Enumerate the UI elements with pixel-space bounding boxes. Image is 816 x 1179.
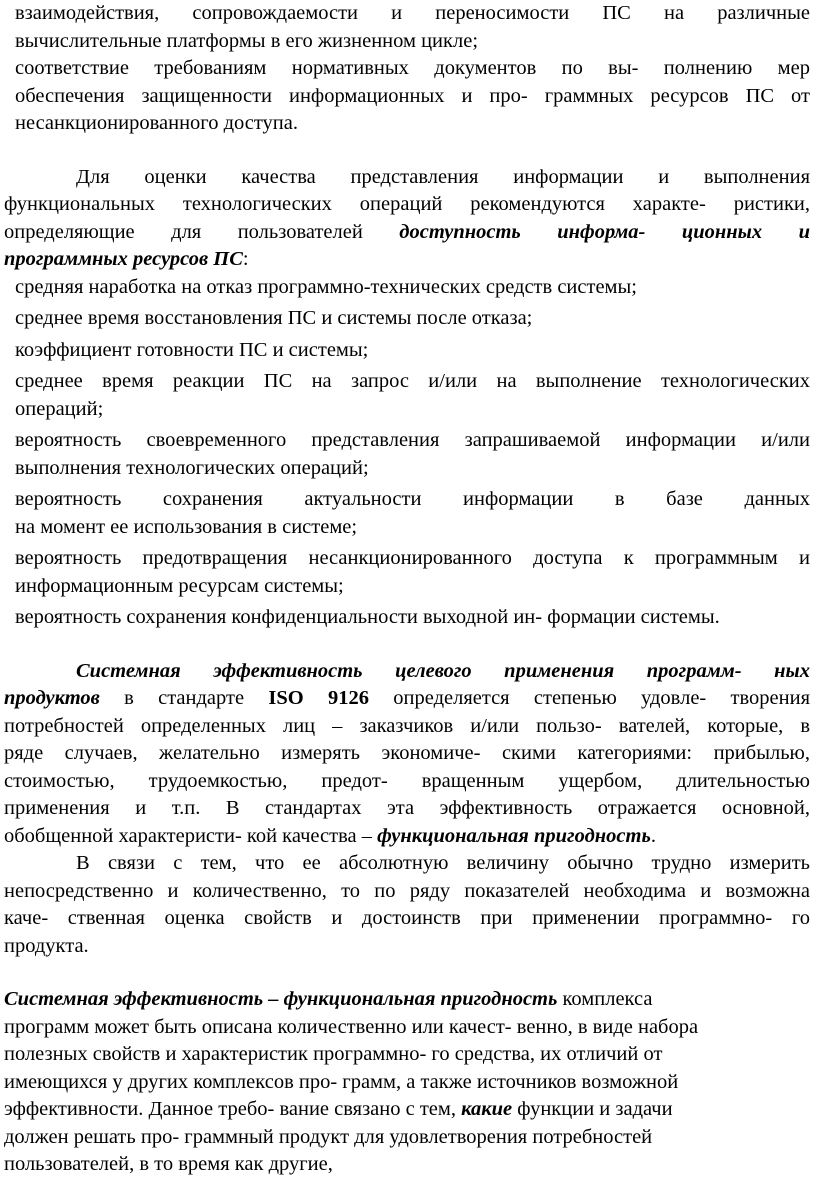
text-line: имеющихся у других комплексов про- грамм, а также источников возможной bbox=[4, 1070, 679, 1093]
text-line: среднее время восстановления ПС и системы после отказа; bbox=[15, 307, 533, 329]
text-line: продукта. bbox=[4, 934, 89, 957]
text-line bbox=[4, 219, 810, 247]
list-item bbox=[4, 368, 810, 423]
list-item bbox=[4, 486, 810, 541]
list-item bbox=[4, 0, 810, 55]
text-line: должен решать про- граммный продукт для удовлетворения потребностей bbox=[4, 1125, 653, 1148]
text-run: эффективности. Данное требо- вание связано с тем, bbox=[4, 1098, 462, 1120]
text-line: стоимостью, трудоемкостью, предот- вращенным ущербом, длительностью bbox=[4, 769, 810, 792]
text-line: вероятность сохранения конфиденциальности выходной ин- формации системы. bbox=[15, 606, 720, 628]
list-item bbox=[4, 337, 810, 365]
paragraph-gap bbox=[4, 138, 810, 164]
list-item bbox=[4, 55, 810, 138]
emphasis-text: продуктов bbox=[4, 687, 100, 709]
text-run: в стандарте bbox=[99, 687, 269, 709]
list-item bbox=[4, 305, 810, 333]
text-line bbox=[4, 1096, 810, 1124]
text-line: программ может быть описана количественно или качест- венно, в виде набора bbox=[4, 1015, 699, 1038]
text-line: вычислительные платформы в его жизненном цикле; bbox=[15, 29, 479, 52]
text-line bbox=[4, 823, 810, 851]
text-line: информационным ресурсам системы; bbox=[15, 574, 344, 597]
standard-name: ISO 9126 bbox=[268, 687, 369, 709]
text-line: В связи с тем, что ее абсолютную величину обычно трудно измерить bbox=[76, 852, 810, 874]
text-line: Для оценки качества представления информации и выполнения bbox=[76, 165, 810, 188]
paragraph-system-efficiency bbox=[4, 658, 810, 851]
list-item bbox=[4, 274, 810, 302]
paragraph-gap bbox=[4, 632, 810, 658]
emphasis-text: программных ресурсов ПС bbox=[4, 248, 243, 270]
text-line: коэффициент готовности ПС и системы; bbox=[15, 338, 369, 361]
paragraph-availability-intro bbox=[4, 164, 810, 274]
text-run: . bbox=[650, 824, 656, 847]
list-item bbox=[4, 427, 810, 482]
emphasis-text: доступность информа- ционных и bbox=[399, 220, 810, 243]
text-run: определяющие для пользователей bbox=[4, 220, 400, 243]
text-line bbox=[4, 246, 810, 274]
text-run: комплекса bbox=[557, 988, 653, 1010]
text-line: функциональных технологических операций рекомендуются характе- ристики, bbox=[4, 193, 810, 215]
list-item bbox=[4, 604, 810, 632]
emphasis-text: функциональная пригодность bbox=[377, 824, 651, 847]
paragraph-gap bbox=[4, 960, 810, 986]
text-line: каче- ственная оценка свойств и достоинств при применении программно- го bbox=[4, 907, 810, 929]
text-line bbox=[4, 658, 810, 686]
list-item bbox=[4, 545, 810, 600]
text-line: полезных свойств и характеристик программно- го средства, их отличий от bbox=[4, 1043, 663, 1065]
text-line: операций; bbox=[15, 397, 104, 420]
text-line: средняя наработка на отказ программно-технических средств системы; bbox=[15, 275, 637, 298]
text-line: среднее время реакции ПС на запрос и/или на выполнение технологических bbox=[15, 370, 810, 392]
emphasis-text: Системная эффективность – функциональная пригодность bbox=[4, 988, 558, 1010]
text-line bbox=[4, 685, 810, 713]
text-line: непосредственно и количественно, то по ряду показателей необходима и возможна bbox=[4, 879, 810, 902]
text-line: применения и т.п. В стандартах эта эффективность отражается основной, bbox=[4, 797, 810, 819]
text-line: пользователей, в то время как другие, bbox=[4, 1153, 333, 1175]
paragraph-functional-suitability bbox=[4, 986, 810, 1179]
text-line: вероятность сохранения актуальности информации в базе данных bbox=[15, 488, 810, 510]
text-run: функции и задачи bbox=[512, 1098, 673, 1120]
text-line: на момент ее использования в системе; bbox=[15, 515, 358, 538]
text-line: вероятность предотвращения несанкционированного доступа к программным и bbox=[15, 547, 810, 569]
text-line: несанкционированного доступа. bbox=[15, 112, 298, 134]
emphasis-text: Системная эффективность целевого применения программ- ных bbox=[76, 659, 810, 682]
text-line: обеспечения защищенности информационных и про- граммных ресурсов ПС от bbox=[15, 84, 810, 107]
emphasis-text: какие bbox=[461, 1098, 513, 1120]
text-run: определяется степенью удовле- творения bbox=[368, 687, 811, 709]
text-line: потребностей определенных лиц – заказчиков и/или пользо- вателей, которые, в bbox=[4, 714, 810, 737]
text-line: вероятность своевременного представления запрашиваемой информации и/или bbox=[15, 429, 810, 451]
text-line: соответствие требованиям нормативных документов по вы- полнению мер bbox=[15, 57, 810, 79]
text-line: выполнения технологических операций; bbox=[15, 456, 369, 479]
text-line bbox=[4, 986, 810, 1014]
paragraph-qualitative-assessment bbox=[4, 850, 810, 960]
text-run: обобщенной характеристи- кой качества – bbox=[4, 824, 378, 847]
text-line: взаимодействия, сопровождаемости и переносимости ПС на различные bbox=[15, 2, 810, 24]
text-line: ряде случаев, желательно измерять экономиче- скими категориями: прибылью, bbox=[4, 742, 810, 764]
text-run: : bbox=[242, 248, 249, 270]
